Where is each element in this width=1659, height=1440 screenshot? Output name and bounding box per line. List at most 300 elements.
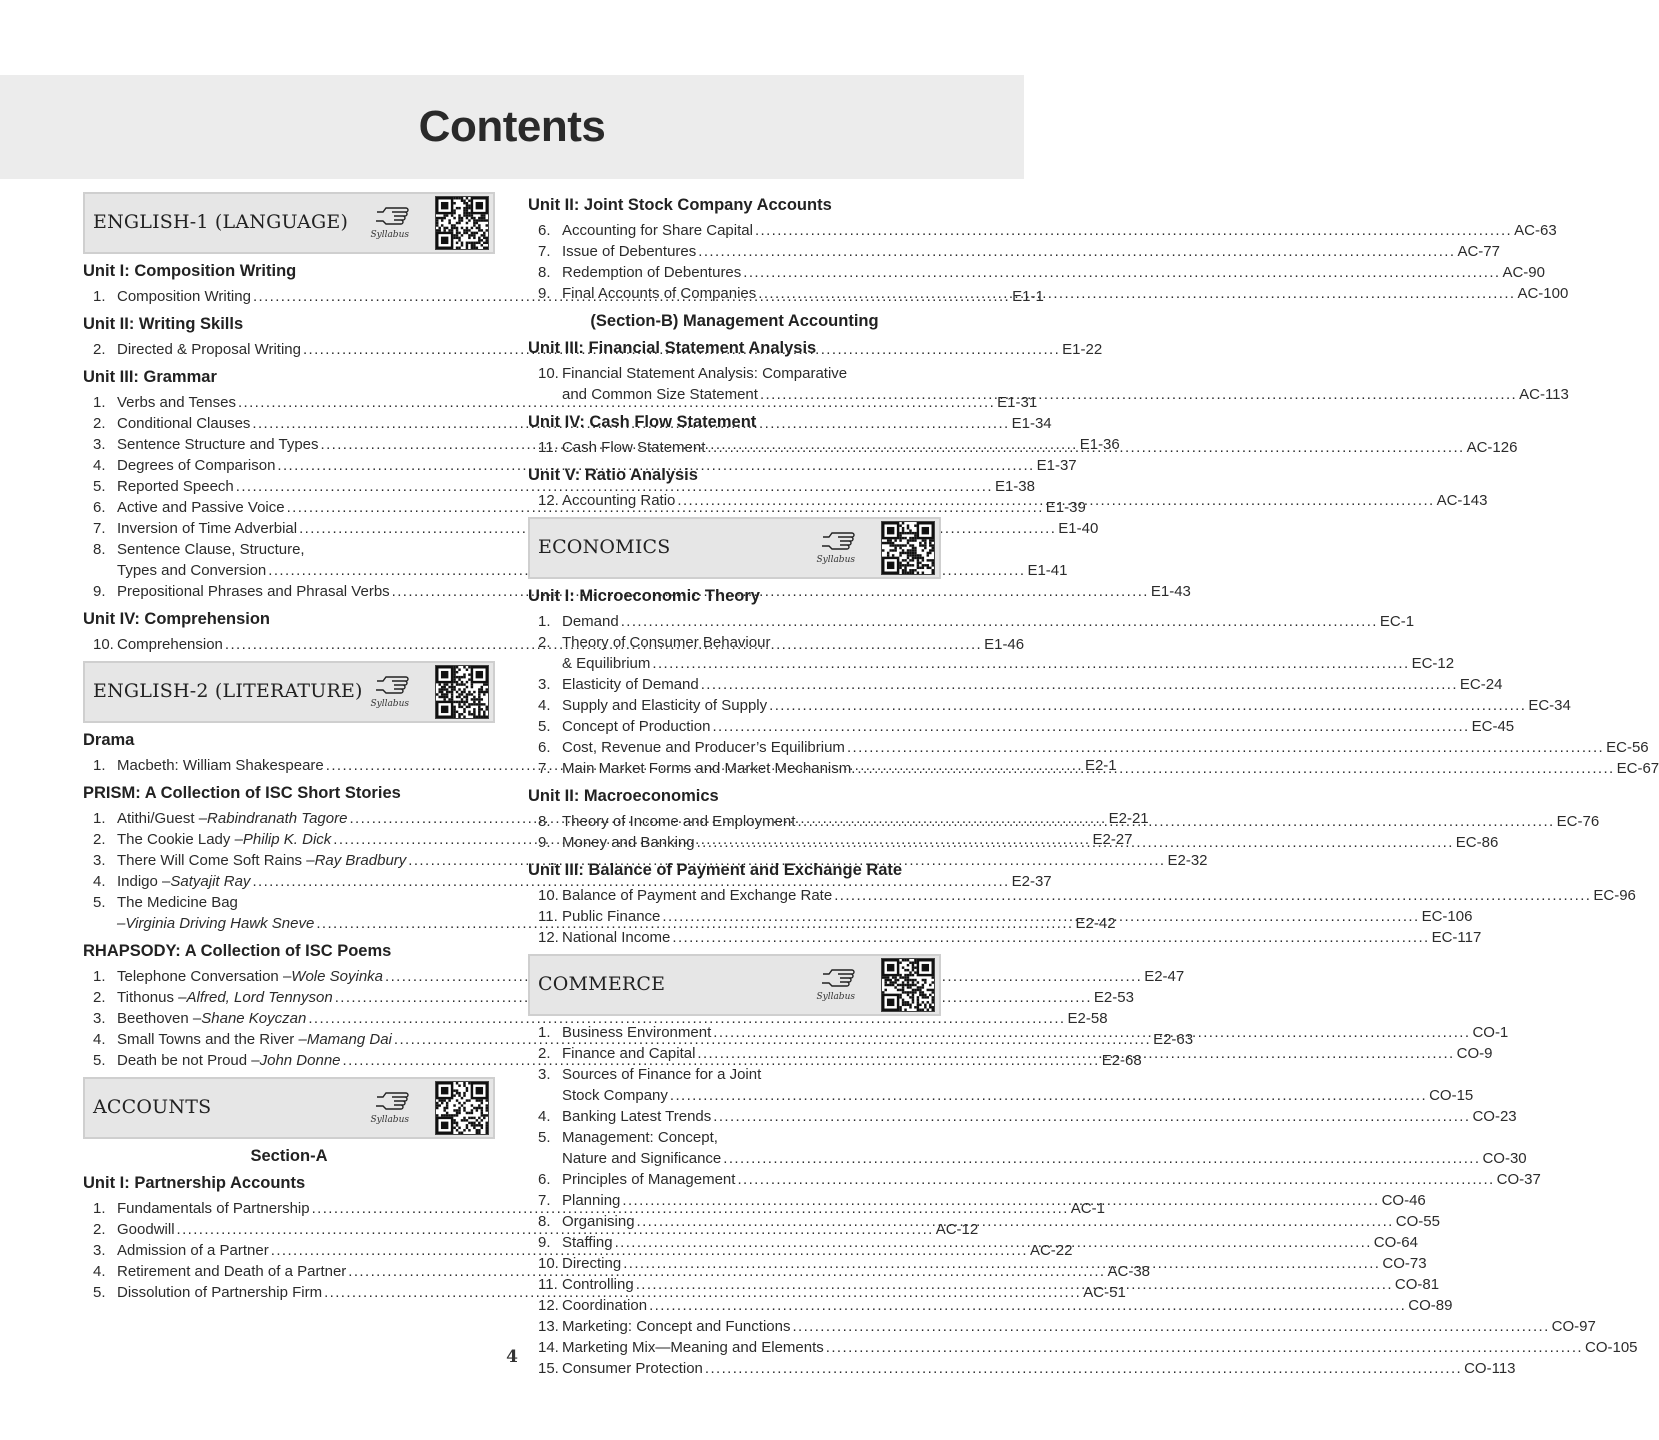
leader-dots [797, 811, 1554, 832]
entry-text: Principles of Management [562, 1171, 736, 1188]
leader-dots [857, 758, 1614, 779]
section-title: ACCOUNTS [93, 1096, 212, 1118]
entry-text: Types and Conversion [117, 562, 267, 579]
entry-title [117, 339, 301, 360]
section-title: ECONOMICS [538, 536, 671, 558]
section-banner-english1 [83, 192, 495, 254]
leader-dots [701, 674, 1458, 695]
toc-entry[interactable] [528, 927, 1482, 948]
entry-title [562, 1043, 695, 1064]
entry-title-line: The Medicine Bag [117, 894, 238, 911]
entry-page: CO-37 [1496, 1171, 1541, 1188]
entry-page: AC-22 [1029, 1242, 1073, 1259]
entry-title [117, 913, 314, 934]
entry-text: Elasticity of Demand [562, 676, 699, 693]
entry-text: Retirement and Death of a Partner [117, 1263, 347, 1280]
entry-text: Prepositional Phrases and Phrasal Verbs [117, 583, 390, 600]
entry-title [562, 1232, 613, 1253]
leader-dots [662, 906, 1419, 927]
entry-title [117, 850, 406, 871]
entry-text: Demand [562, 613, 619, 630]
entry-text: Final Accounts of Companies [562, 285, 757, 302]
unit-heading: Unit III: Financial Statement Analysis [528, 339, 817, 357]
entry-title [562, 1169, 735, 1190]
entry-title [562, 737, 845, 758]
entry-title [117, 455, 275, 476]
qr-pattern [882, 959, 934, 1011]
entry-text: Planning [562, 1192, 621, 1209]
entry-page: AC-113 [1519, 386, 1569, 403]
entry-text: Cost, Revenue and Producer’s Equilibrium [562, 739, 845, 756]
entry-page: EC-106 [1421, 908, 1473, 925]
leader-dots [670, 1085, 1427, 1106]
qr-pattern [882, 522, 934, 574]
section-banner-economics [528, 517, 941, 579]
entry-title [562, 653, 650, 674]
entry-title [562, 811, 795, 832]
leader-dots [792, 1316, 1549, 1337]
unit-heading: Unit I: Microeconomic Theory [528, 587, 760, 605]
leader-dots [834, 885, 1591, 906]
entry-title [562, 758, 855, 779]
entry-number: 3. [538, 676, 551, 693]
section-title: COMMERCE [538, 973, 666, 995]
leader-dots [760, 384, 1517, 405]
unit-heading: Unit I: Composition Writing [83, 262, 297, 280]
entry-text: Cash Flow Statement [562, 439, 706, 456]
leader-dots [637, 1211, 1394, 1232]
entry-number: 4. [93, 457, 106, 474]
entry-number: 11. [538, 1276, 558, 1293]
entry-title [117, 1240, 269, 1261]
leader-dots [698, 241, 1455, 262]
entry-number: 6. [538, 1171, 551, 1188]
qr-code-icon[interactable] [435, 1081, 489, 1135]
entry-text: Finance and Capital [562, 1045, 696, 1062]
entry-title [117, 1219, 175, 1240]
entry-title [562, 927, 670, 948]
entry-page: E2-63 [1153, 1031, 1194, 1048]
unit-heading: Unit II: Macroeconomics [528, 787, 719, 805]
entry-text: Accounting Ratio [562, 492, 676, 509]
page-header [0, 75, 1024, 179]
entry-text: Tithonus – [117, 989, 187, 1006]
section-title: ENGLISH-1 (LANGUAGE) [93, 211, 349, 233]
entry-number: 5. [93, 1284, 106, 1301]
entry-page: E1-36 [1079, 436, 1120, 453]
entry-title [562, 1190, 620, 1211]
entry-page: E1-22 [1062, 341, 1103, 358]
entry-number: 4. [538, 697, 551, 714]
entry-text: Business Environment [562, 1024, 712, 1041]
entry-number: 8. [538, 1213, 551, 1230]
entry-page: E1-41 [1027, 562, 1068, 579]
entry-number: 8. [93, 541, 106, 558]
entry-title-line: Sources of Finance for a Joint [562, 1066, 762, 1083]
entry-text: Atithi/Guest – [117, 810, 208, 827]
entry-page: EC-67 [1616, 760, 1659, 777]
syllabus-label: Syllabus [816, 555, 855, 565]
entry-title [117, 413, 250, 434]
entry-page: CO-23 [1472, 1108, 1517, 1125]
entry-number: 2. [93, 831, 106, 848]
entry-page: EC-117 [1431, 929, 1482, 946]
unit-heading: Unit II: Joint Stock Company Accounts [528, 196, 832, 214]
entry-title [117, 987, 333, 1008]
entry-author: John Donne [259, 1052, 341, 1069]
entry-title-line: Theory of Consumer Behaviour [562, 634, 771, 651]
toc-entry[interactable] [528, 885, 1636, 906]
leader-dots [769, 695, 1526, 716]
entry-title [117, 634, 223, 655]
entry-page: CO-9 [1456, 1045, 1493, 1062]
entry-number: 1. [93, 1200, 106, 1217]
entry-page: EC-1 [1379, 613, 1415, 630]
qr-pattern [436, 666, 488, 718]
entry-number: 1. [93, 968, 106, 985]
entry-title [562, 1085, 668, 1106]
entry-title [562, 674, 699, 695]
entry-title [562, 1316, 790, 1337]
entry-page: CO-15 [1429, 1087, 1474, 1104]
leader-dots [743, 262, 1500, 283]
entry-page: E1-1 [1012, 288, 1044, 305]
entry-text: Comprehension [117, 636, 223, 653]
entry-title [562, 490, 675, 511]
entry-text: Admission of a Partner [117, 1242, 269, 1259]
toc-entry[interactable] [528, 695, 1571, 716]
leader-dots [636, 1274, 1393, 1295]
leader-dots [707, 437, 1464, 458]
entry-number: 10. [93, 636, 114, 653]
qr-pattern [436, 197, 488, 249]
toc-entry[interactable] [528, 611, 1415, 632]
toc-entry[interactable] [83, 1008, 1108, 1029]
entry-number: 3. [93, 1010, 106, 1027]
syllabus-label: Syllabus [370, 699, 409, 709]
entry-text: Fundamentals of Partnership [117, 1200, 310, 1217]
entry-page: E1-46 [984, 636, 1025, 653]
unit-heading: PRISM: A Collection of ISC Short Stories [83, 784, 401, 802]
syllabus-label: Syllabus [370, 230, 409, 240]
leader-dots [697, 1043, 1454, 1064]
entry-page: EC-24 [1459, 676, 1503, 693]
entry-title [562, 1106, 711, 1127]
entry-title [562, 885, 832, 906]
entry-page: E2-21 [1108, 810, 1149, 827]
toc-entry[interactable] [528, 1106, 1517, 1127]
leader-dots [758, 283, 1515, 304]
leader-dots [621, 611, 1378, 632]
entry-number: 1. [538, 1024, 551, 1041]
toc-entry[interactable] [83, 871, 1052, 892]
entry-text: Death be not Proud – [117, 1052, 260, 1069]
entry-title [562, 262, 741, 283]
entry-number: 2. [93, 1221, 106, 1238]
entry-number: 3. [538, 1066, 551, 1083]
entry-page: E2-53 [1093, 989, 1134, 1006]
entry-number: 6. [538, 222, 551, 239]
toc-entry[interactable] [83, 476, 1035, 497]
unit-heading: Unit III: Balance of Payment and Exchange Rate [528, 861, 903, 879]
entry-title [117, 476, 234, 497]
entry-text: Accounting for Share Capital [562, 222, 753, 239]
qr-code-icon[interactable] [435, 196, 489, 250]
unit-heading: Unit III: Grammar [83, 368, 217, 386]
entry-number: 10. [538, 887, 559, 904]
toc-entry[interactable] [83, 518, 1099, 539]
leader-dots [737, 1169, 1494, 1190]
entry-text: Active and Passive Voice [117, 499, 285, 516]
entry-number: 12. [538, 492, 559, 509]
entry-title [117, 581, 390, 602]
entry-page: E2-47 [1144, 968, 1185, 985]
entry-text: and Common Size Statement [562, 386, 758, 403]
unit-heading: Unit V: Ratio Analysis [528, 466, 698, 484]
entry-page: CO-105 [1584, 1339, 1638, 1356]
entry-text: Small Towns and the River – [117, 1031, 307, 1048]
entry-title [562, 906, 660, 927]
entry-number: 5. [538, 718, 551, 735]
entry-author: Rabindranath Tagore [207, 810, 348, 827]
entry-page: CO-89 [1408, 1297, 1453, 1314]
entry-number: 7. [538, 1192, 551, 1209]
entry-page: E2-32 [1167, 852, 1208, 869]
entry-title [117, 1198, 310, 1219]
unit-heading: Unit II: Writing Skills [83, 315, 244, 333]
entry-text: Reported Speech [117, 478, 234, 495]
toc-entry[interactable] [528, 1169, 1541, 1190]
entry-text: Concept of Production [562, 718, 711, 735]
leader-dots [677, 490, 1434, 511]
entry-text: Degrees of Comparison [117, 457, 276, 474]
entry-number: 9. [538, 1234, 551, 1251]
pointing-hand-icon [821, 966, 857, 988]
entry-title [562, 1295, 647, 1316]
entry-text: Directed & Proposal Writing [117, 341, 301, 358]
entry-text: Nature and Significance [562, 1150, 722, 1167]
entry-title [562, 1211, 635, 1232]
entry-text: Telephone Conversation – [117, 968, 292, 985]
entry-title [117, 392, 236, 413]
entry-title [562, 384, 758, 405]
entry-title [562, 283, 756, 304]
entry-text: Theory of Income and Employment [562, 813, 796, 830]
entry-text: Organising [562, 1213, 635, 1230]
entry-title [117, 1050, 341, 1071]
entry-number: 1. [93, 757, 106, 774]
syllabus-label: Syllabus [816, 992, 855, 1002]
qr-pattern [436, 1082, 488, 1134]
entry-text: Marketing: Concept and Functions [562, 1318, 791, 1335]
leader-dots [697, 832, 1454, 853]
leader-dots [713, 1022, 1470, 1043]
entry-number: 10. [538, 365, 559, 382]
entry-page: AC-143 [1436, 492, 1488, 509]
unit-heading: Unit I: Partnership Accounts [83, 1174, 306, 1192]
entry-page: E1-43 [1150, 583, 1191, 600]
leader-dots [712, 716, 1469, 737]
leader-dots [723, 1148, 1480, 1169]
entry-text: Marketing Mix—Meaning and Elements [562, 1339, 824, 1356]
section-banner-commerce [528, 954, 941, 1016]
entry-number: 8. [538, 813, 551, 830]
section-banner-accounts [83, 1077, 495, 1139]
unit-heading: Drama [83, 731, 135, 749]
entry-page: E2-58 [1067, 1010, 1108, 1027]
entry-number: 4. [93, 873, 106, 890]
entry-author: Philip K. Dick [242, 831, 332, 848]
toc-entry[interactable] [528, 1295, 1453, 1316]
leader-dots [615, 1232, 1372, 1253]
entry-text: Coordination [562, 1297, 648, 1314]
entry-title [117, 871, 250, 892]
toc-entry[interactable] [528, 1316, 1596, 1337]
entry-number: 1. [538, 613, 551, 630]
syllabus-label: Syllabus [370, 1115, 409, 1125]
toc-entry[interactable] [528, 1064, 1474, 1106]
entry-title [562, 1148, 721, 1169]
entry-author: Alfred, Lord Tennyson [186, 989, 333, 1006]
section-subtitle: (Section-B) Management Accounting [590, 312, 879, 330]
qr-code-icon[interactable] [881, 958, 935, 1012]
entry-author: Wole Soyinka [291, 968, 384, 985]
qr-code-icon[interactable] [881, 521, 935, 575]
toc-entry[interactable] [528, 1127, 1527, 1169]
entry-number: 4. [93, 1031, 106, 1048]
entry-title [562, 1022, 711, 1043]
entry-page: EC-12 [1411, 655, 1455, 672]
entry-text: Sentence Structure and Types [117, 436, 319, 453]
entry-title [562, 241, 696, 262]
toc-entry[interactable] [528, 220, 1557, 241]
entry-number: 2. [93, 341, 106, 358]
entry-text: Staffing [562, 1234, 613, 1251]
entry-title [117, 1261, 346, 1282]
entry-text: Main Market Forms and Market Mechanism. [562, 760, 856, 777]
pointing-hand-icon [375, 1089, 411, 1111]
entry-page: E1-38 [994, 478, 1035, 495]
qr-code-icon[interactable] [435, 665, 489, 719]
entry-text: Verbs and Tenses [117, 394, 236, 411]
entry-page: AC-1 [1070, 1200, 1105, 1217]
leader-dots [623, 1253, 1380, 1274]
entry-page: AC-38 [1107, 1263, 1151, 1280]
entry-title [117, 1029, 392, 1050]
entry-page: E1-31 [997, 394, 1038, 411]
pointing-hand-icon [375, 204, 411, 226]
entry-page: E1-34 [1011, 415, 1052, 432]
entry-title [117, 434, 319, 455]
entry-number: 2. [538, 1045, 551, 1062]
entry-title [117, 829, 331, 850]
entry-page: EC-45 [1471, 718, 1515, 735]
entry-number: 9. [93, 583, 106, 600]
entry-text: Conditional Clauses [117, 415, 251, 432]
entry-page: EC-76 [1556, 813, 1600, 830]
entry-text: Public Finance [562, 908, 661, 925]
entry-text: Banking Latest Trends [562, 1108, 712, 1125]
entry-text: Redemption of Debentures [562, 264, 742, 281]
leader-dots [755, 220, 1512, 241]
entry-text: The Cookie Lady – [117, 831, 243, 848]
entry-title [117, 1008, 306, 1029]
toc-entry[interactable] [528, 241, 1500, 262]
entry-page: CO-30 [1482, 1150, 1527, 1167]
entry-text: National Income [562, 929, 671, 946]
pointing-hand-icon [821, 529, 857, 551]
entry-page: E1-37 [1036, 457, 1077, 474]
toc-entry[interactable] [528, 262, 1545, 283]
entry-title [562, 437, 705, 458]
entry-page: E2-42 [1075, 915, 1116, 932]
entry-title [117, 560, 266, 581]
entry-text: Beethoven – [117, 1010, 202, 1027]
entry-text: Inversion of Time Adverbial [117, 520, 298, 537]
entry-number: 4. [93, 1263, 106, 1280]
entry-text: Dissolution of Partnership Firm [117, 1284, 323, 1301]
entry-number: 6. [93, 499, 106, 516]
toc-entry[interactable] [528, 737, 1649, 758]
entry-text: Balance of Payment and Exchange Rate [562, 887, 833, 904]
entry-text: Money and Banking [562, 834, 695, 851]
entry-page: CO-73 [1382, 1255, 1427, 1272]
entry-number: 12. [538, 1297, 559, 1314]
entry-page: EC-86 [1455, 834, 1499, 851]
entry-page: CO-46 [1381, 1192, 1426, 1209]
entry-page: CO-113 [1464, 1360, 1516, 1377]
entry-number: 1. [93, 394, 106, 411]
entry-page: E2-37 [1011, 873, 1052, 890]
entry-number: 11. [538, 908, 558, 925]
entry-page: AC-12 [935, 1221, 979, 1238]
entry-title [562, 832, 695, 853]
entry-author: Shane Koyczan [201, 1010, 307, 1027]
entry-author: Ray Bradbury [314, 852, 407, 869]
entry-page: AC-90 [1502, 264, 1545, 281]
entry-page: E1-39 [1045, 499, 1086, 516]
toc-entry[interactable] [528, 716, 1515, 737]
entry-number: 3. [93, 852, 106, 869]
entry-text: Indigo – [117, 873, 171, 890]
page-number: 4 [506, 1347, 518, 1367]
entry-page: EC-34 [1528, 697, 1571, 714]
entry-number: 7. [538, 760, 551, 777]
entry-page: AC-63 [1514, 222, 1557, 239]
entry-text: There Will Come Soft Rains – [117, 852, 315, 869]
entry-number: 5. [93, 1052, 106, 1069]
toc-entry[interactable] [528, 674, 1503, 695]
entry-text: Issue of Debentures [562, 243, 697, 260]
entry-title [117, 808, 347, 829]
entry-page: CO-97 [1551, 1318, 1596, 1335]
entry-title [117, 966, 383, 987]
entry-number: 2. [538, 634, 551, 651]
entry-page: CO-64 [1373, 1234, 1418, 1251]
entry-number: 4. [538, 1108, 551, 1125]
entry-number: 1. [93, 288, 106, 305]
entry-author: Satyajit Ray [170, 873, 251, 890]
leader-dots [847, 737, 1604, 758]
entry-number: 9. [538, 285, 551, 302]
entry-page: E1-40 [1058, 520, 1099, 537]
entry-number: 1. [93, 810, 106, 827]
unit-heading: Unit IV: Comprehension [83, 610, 271, 628]
entry-number: 2. [93, 989, 106, 1006]
entry-text: Composition Writing [117, 288, 251, 305]
unit-heading: RHAPSODY: A Collection of ISC Poems [83, 942, 392, 960]
entry-page: CO-81 [1394, 1276, 1440, 1293]
